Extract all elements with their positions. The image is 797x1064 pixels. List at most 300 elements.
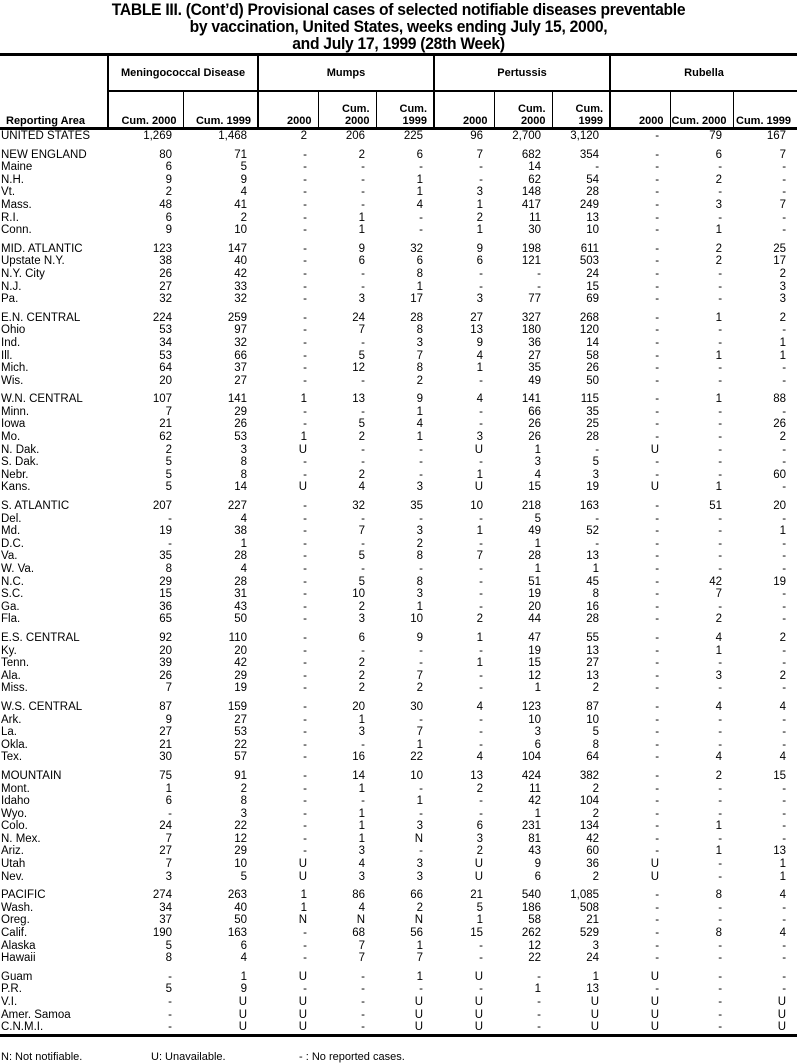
- value-cell: -: [361, 186, 366, 199]
- reporting-area-cell: Md.: [1, 525, 21, 538]
- value-cell: 7: [476, 148, 484, 161]
- value-cell: -: [303, 700, 308, 713]
- value-cell: 7: [416, 349, 424, 362]
- value-cell: -: [303, 845, 308, 858]
- value-cell: -: [419, 211, 424, 224]
- value-cell: 263: [227, 889, 248, 902]
- value-cell: -: [655, 751, 660, 764]
- value-cell: -: [537, 280, 542, 293]
- value-cell: -: [655, 242, 660, 255]
- value-cell: N: [414, 832, 424, 845]
- value-cell: 20: [773, 500, 787, 513]
- table-row: [0, 714, 797, 727]
- value-cell: 3: [240, 443, 248, 456]
- value-cell: 14: [234, 481, 248, 494]
- value-cell: U: [298, 858, 308, 871]
- value-cell: 5: [476, 901, 484, 914]
- value-cell: 65: [159, 613, 172, 626]
- value-cell: -: [303, 807, 308, 820]
- value-cell: -: [718, 418, 723, 431]
- reporting-area-cell: P.R.: [1, 983, 22, 996]
- value-cell: -: [718, 456, 723, 469]
- value-cell: -: [168, 512, 172, 525]
- value-cell: 2: [240, 782, 248, 795]
- value-cell: -: [718, 713, 723, 726]
- value-cell: -: [655, 914, 660, 927]
- value-cell: 9: [476, 242, 484, 255]
- value-cell: -: [718, 782, 723, 795]
- value-cell: -: [782, 481, 787, 494]
- reporting-area-cell: MID. ATLANTIC: [1, 242, 83, 255]
- footnote-no-cases: - : No reported cases.: [299, 1051, 405, 1063]
- value-cell: U: [474, 970, 484, 983]
- value-cell: 7: [358, 939, 366, 952]
- value-cell: -: [655, 130, 660, 142]
- value-cell: 115: [580, 393, 600, 406]
- value-cell: -: [718, 983, 723, 996]
- value-cell: 3: [358, 613, 366, 626]
- table-row: [0, 795, 797, 808]
- value-cell: 3: [592, 939, 600, 952]
- value-cell: 8: [416, 575, 424, 588]
- table-row: [0, 481, 797, 494]
- value-cell: -: [303, 311, 308, 324]
- reporting-area-cell: Hawaii: [1, 952, 36, 965]
- value-cell: -: [782, 970, 787, 983]
- value-cell: 4: [416, 198, 424, 211]
- table-row: [0, 858, 797, 871]
- col-header: Cum. 2000: [494, 91, 552, 129]
- value-cell: 1: [358, 211, 366, 224]
- value-cell: -: [494, 1021, 552, 1035]
- table-row: [0, 588, 797, 601]
- value-cell: 4: [476, 751, 484, 764]
- value-cell: -: [303, 374, 308, 387]
- value-cell: 51: [709, 500, 723, 513]
- value-cell: 1: [300, 393, 308, 406]
- value-cell: -: [655, 820, 660, 833]
- value-cell: 30: [159, 751, 172, 764]
- table-row: [0, 143, 797, 162]
- value-cell: -: [718, 443, 723, 456]
- value-cell: -: [782, 939, 787, 952]
- value-cell: -: [718, 525, 723, 538]
- reporting-area-cell: Idaho: [1, 795, 30, 808]
- reporting-area-cell: Minn.: [1, 405, 30, 418]
- value-cell: U: [610, 1021, 670, 1035]
- value-cell: -: [303, 255, 308, 268]
- value-cell: -: [782, 186, 787, 199]
- value-cell: -: [782, 795, 787, 808]
- value-cell: 8: [592, 738, 600, 751]
- value-cell: -: [303, 349, 308, 362]
- value-cell: -: [655, 280, 660, 293]
- value-cell: 3: [715, 198, 723, 211]
- value-cell: 141: [227, 393, 248, 406]
- value-cell: -: [303, 537, 308, 550]
- value-cell: 7: [165, 682, 172, 695]
- value-cell: U: [474, 870, 484, 883]
- value-cell: 163: [227, 927, 248, 940]
- value-cell: -: [655, 173, 660, 186]
- value-cell: 1: [165, 782, 172, 795]
- value-cell: -: [718, 939, 723, 952]
- value-cell: 7: [165, 405, 172, 418]
- value-cell: -: [479, 588, 484, 601]
- value-cell: -: [303, 795, 308, 808]
- value-cell: 87: [159, 700, 172, 713]
- value-cell: -: [108, 1021, 183, 1035]
- value-cell: -: [782, 173, 787, 186]
- reporting-area-cell: S. ATLANTIC: [1, 500, 70, 513]
- value-cell: -: [361, 161, 366, 174]
- value-cell: -: [782, 782, 787, 795]
- value-cell: 2: [715, 613, 723, 626]
- table-row: [0, 268, 797, 281]
- value-cell: -: [303, 575, 308, 588]
- table-row: [0, 431, 797, 444]
- value-cell: -: [479, 575, 484, 588]
- value-cell: 1: [416, 738, 424, 751]
- col-header: Cum. 1999: [552, 91, 610, 129]
- value-cell: -: [479, 418, 484, 431]
- reporting-area-cell: Wash.: [1, 901, 34, 914]
- value-cell: -: [718, 807, 723, 820]
- value-cell: -: [655, 456, 660, 469]
- table-row: [0, 883, 797, 902]
- value-cell: 2: [592, 870, 600, 883]
- value-cell: -: [537, 267, 542, 280]
- reporting-area-cell: C.N.M.I.: [0, 1021, 108, 1035]
- value-cell: -: [303, 211, 308, 224]
- value-cell: 27: [234, 374, 248, 387]
- group-header-mumps: Mumps: [258, 55, 434, 91]
- value-cell: 4: [358, 901, 366, 914]
- value-cell: 13: [352, 393, 366, 406]
- value-cell: 32: [410, 242, 424, 255]
- value-cell: -: [782, 537, 787, 550]
- value-cell: 1: [358, 713, 366, 726]
- value-cell: 14: [352, 769, 366, 782]
- value-cell: U: [298, 1008, 308, 1021]
- value-cell: 43: [528, 845, 542, 858]
- value-cell: 20: [159, 644, 172, 657]
- table-row: [0, 808, 797, 821]
- value-cell: -: [718, 832, 723, 845]
- value-cell: -: [655, 500, 660, 513]
- value-cell: 34: [159, 901, 172, 914]
- value-cell: 35: [586, 405, 600, 418]
- value-cell: 2: [476, 613, 484, 626]
- value-cell: 8: [165, 563, 172, 575]
- table-row: [0, 237, 797, 256]
- value-cell: 58: [586, 349, 600, 362]
- value-cell: 30: [410, 700, 424, 713]
- value-cell: 53: [234, 726, 248, 739]
- reporting-area-cell: Tex.: [1, 751, 23, 764]
- value-cell: -: [479, 512, 484, 525]
- value-cell: 3: [715, 669, 723, 682]
- reporting-area-cell: MOUNTAIN: [1, 769, 62, 782]
- value-cell: 53: [159, 324, 172, 337]
- value-cell: 2: [779, 431, 787, 444]
- value-cell: 6: [165, 211, 172, 224]
- value-cell: -: [479, 983, 484, 996]
- value-cell: 3: [476, 293, 484, 306]
- value-cell: 10: [352, 588, 366, 601]
- value-cell: U: [777, 1008, 787, 1021]
- value-cell: 2: [416, 682, 424, 695]
- value-cell: -: [718, 293, 723, 306]
- value-cell: -: [655, 738, 660, 751]
- value-cell: 44: [528, 613, 542, 626]
- value-cell: 327: [521, 311, 542, 324]
- value-cell: -: [361, 795, 366, 808]
- value-cell: 35: [159, 550, 172, 563]
- value-cell: 4: [715, 631, 723, 644]
- value-cell: 8: [416, 324, 424, 337]
- value-cell: 29: [234, 669, 248, 682]
- value-cell: 66: [410, 889, 424, 902]
- value-cell: -: [655, 613, 660, 626]
- table-row: [0, 456, 797, 469]
- value-cell: 3: [534, 456, 542, 469]
- value-cell: U: [414, 1008, 424, 1021]
- value-cell: -: [718, 280, 723, 293]
- value-cell: 3: [779, 280, 787, 293]
- col-header: Cum. 2000: [318, 91, 376, 129]
- value-cell: -: [361, 280, 366, 293]
- value-cell: -: [419, 468, 424, 481]
- value-cell: -: [419, 845, 424, 858]
- value-cell: -: [655, 682, 660, 695]
- value-cell: 7: [358, 324, 366, 337]
- value-cell: -: [655, 349, 660, 362]
- value-cell: -: [782, 224, 787, 237]
- value-cell: 611: [580, 242, 600, 255]
- value-cell: 1: [416, 173, 424, 186]
- value-cell: -: [655, 845, 660, 858]
- reporting-area-cell: E.S. CENTRAL: [1, 631, 80, 644]
- table-row: [0, 525, 797, 538]
- value-cell: -: [303, 769, 308, 782]
- value-cell: 4: [240, 563, 248, 575]
- table-row: [0, 576, 797, 589]
- reporting-area-header: Reporting Area: [0, 55, 108, 129]
- value-cell: 12: [528, 939, 542, 952]
- table-row: [0, 129, 797, 143]
- value-cell: 36: [586, 858, 600, 871]
- value-cell: 1: [715, 820, 723, 833]
- value-cell: 25: [586, 418, 600, 431]
- reporting-area-cell: Okla.: [1, 738, 28, 751]
- reporting-area-cell: S. Dak.: [1, 456, 39, 469]
- value-cell: -: [655, 148, 660, 161]
- value-cell: -: [479, 600, 484, 613]
- value-cell: 36: [528, 336, 542, 349]
- table-row: [0, 174, 797, 187]
- value-cell: 7: [779, 198, 787, 211]
- value-cell: 9: [165, 713, 172, 726]
- value-cell: 2: [592, 782, 600, 795]
- value-cell: 2: [715, 242, 723, 255]
- value-cell: 79: [709, 130, 723, 142]
- value-cell: 32: [352, 500, 366, 513]
- value-cell: 224: [152, 311, 172, 324]
- value-cell: -: [782, 952, 787, 965]
- value-cell: 1: [715, 393, 723, 406]
- value-cell: 51: [528, 575, 542, 588]
- reporting-area-cell: Maine: [1, 161, 33, 174]
- value-cell: -: [782, 456, 787, 469]
- value-cell: 19: [234, 682, 248, 695]
- value-cell: 3: [358, 870, 366, 883]
- value-cell: -: [655, 983, 660, 996]
- reporting-area-cell: Alaska: [1, 939, 36, 952]
- value-cell: 148: [521, 186, 542, 199]
- value-cell: 2: [476, 211, 484, 224]
- value-cell: 31: [234, 588, 248, 601]
- value-cell: -: [655, 362, 660, 375]
- value-cell: 15: [159, 588, 172, 601]
- col-header: Cum. 1999: [183, 91, 258, 129]
- value-cell: -: [303, 726, 308, 739]
- value-cell: 104: [579, 795, 600, 808]
- value-cell: 37: [159, 914, 172, 927]
- value-cell: 4: [240, 952, 248, 965]
- value-cell: 5: [165, 481, 172, 494]
- value-cell: -: [303, 782, 308, 795]
- value-cell: -: [168, 970, 172, 983]
- value-cell: -: [303, 927, 308, 940]
- value-cell: U: [474, 443, 484, 456]
- value-cell: -: [782, 738, 787, 751]
- value-cell: 50: [234, 914, 248, 927]
- value-cell: -: [718, 512, 723, 525]
- value-cell: -: [655, 952, 660, 965]
- value-cell: 35: [410, 500, 424, 513]
- value-cell: -: [419, 657, 424, 670]
- value-cell: 1: [779, 525, 787, 538]
- value-cell: -: [595, 161, 600, 174]
- table-row: [0, 695, 797, 714]
- reporting-area-cell: Miss.: [1, 682, 28, 695]
- reporting-area-cell: Tenn.: [1, 657, 30, 670]
- value-cell: -: [419, 224, 424, 237]
- value-cell: 9: [165, 173, 172, 186]
- value-cell: -: [782, 901, 787, 914]
- value-cell: 6: [165, 161, 172, 174]
- reporting-area-cell: Ohio: [1, 324, 26, 337]
- table-row: [0, 538, 797, 551]
- value-cell: 33: [234, 280, 248, 293]
- value-cell: 1: [715, 644, 723, 657]
- value-cell: 28: [234, 575, 248, 588]
- table-row: [0, 927, 797, 940]
- value-cell: 3: [416, 870, 424, 883]
- value-cell: 29: [159, 575, 172, 588]
- value-cell: 57: [234, 751, 248, 764]
- value-cell: 2: [416, 901, 424, 914]
- value-cell: -: [655, 644, 660, 657]
- value-cell: 134: [579, 820, 600, 833]
- value-cell: 1: [358, 832, 366, 845]
- table-row: [0, 601, 797, 614]
- value-cell: 180: [521, 324, 542, 337]
- value-cell: -: [718, 738, 723, 751]
- value-cell: 5: [165, 983, 172, 996]
- value-cell: -: [782, 588, 787, 601]
- value-cell: 14: [586, 336, 600, 349]
- value-cell: 2: [715, 255, 723, 268]
- value-cell: 64: [586, 751, 600, 764]
- value-cell: -: [782, 512, 787, 525]
- value-cell: 682: [521, 148, 542, 161]
- value-cell: 4: [779, 751, 787, 764]
- value-cell: 28: [586, 186, 600, 199]
- value-cell: 22: [528, 952, 542, 965]
- value-cell: 22: [410, 751, 424, 764]
- value-cell: 2: [779, 311, 787, 324]
- value-cell: 1: [534, 983, 542, 996]
- value-cell: -: [655, 525, 660, 538]
- value-cell: -: [479, 161, 484, 174]
- table-row: [0, 281, 797, 294]
- value-cell: -: [303, 324, 308, 337]
- value-cell: 4: [358, 858, 366, 871]
- value-cell: 8: [240, 795, 248, 808]
- value-cell: -: [655, 927, 660, 940]
- value-cell: 5: [358, 575, 366, 588]
- value-cell: -: [419, 983, 424, 996]
- value-cell: 32: [234, 336, 248, 349]
- reporting-area-cell: Ark.: [1, 713, 22, 726]
- value-cell: 15: [528, 481, 542, 494]
- value-cell: 2: [240, 211, 248, 224]
- value-cell: 1: [416, 600, 424, 613]
- value-cell: 123: [521, 700, 542, 713]
- value-cell: -: [303, 713, 308, 726]
- value-cell: -: [782, 644, 787, 657]
- value-cell: -: [303, 198, 308, 211]
- value-cell: 1: [779, 336, 787, 349]
- value-cell: 1: [476, 657, 484, 670]
- value-cell: -: [718, 563, 723, 575]
- value-cell: -: [303, 161, 308, 174]
- value-cell: 3: [358, 726, 366, 739]
- value-cell: 7: [416, 952, 424, 965]
- value-cell: 4: [534, 468, 542, 481]
- reporting-area-cell: Mo.: [1, 431, 21, 444]
- value-cell: 2: [358, 148, 366, 161]
- value-cell: -: [361, 456, 366, 469]
- col-header: Cum. 2000: [670, 91, 733, 129]
- value-cell: -: [361, 405, 366, 418]
- value-cell: 14: [528, 161, 542, 174]
- value-cell: -: [595, 512, 600, 525]
- value-cell: 10: [410, 613, 424, 626]
- value-cell: 262: [521, 927, 542, 940]
- value-cell: U: [474, 481, 484, 494]
- value-cell: 8: [715, 927, 723, 940]
- value-cell: 2: [300, 130, 308, 142]
- value-cell: 2: [416, 537, 424, 550]
- value-cell: 26: [159, 669, 172, 682]
- value-cell: -: [718, 600, 723, 613]
- value-cell: 6: [476, 255, 484, 268]
- value-cell: -: [361, 374, 366, 387]
- value-cell: 2: [358, 600, 366, 613]
